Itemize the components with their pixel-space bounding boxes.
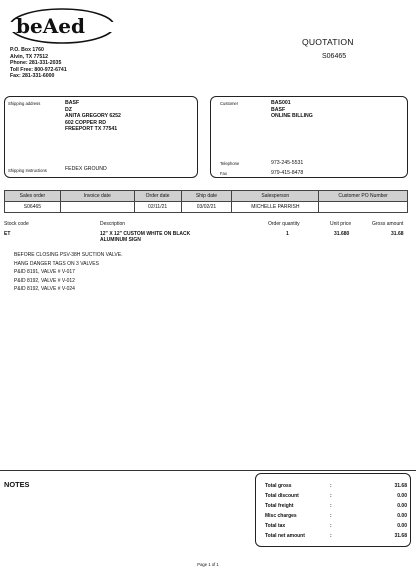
- company-address: [10, 47, 67, 80]
- document-title: QUOTATION: [302, 37, 354, 47]
- total-value: 0.00: [397, 523, 407, 529]
- note-line: P&ID 8191, VALVE # V-017: [14, 269, 75, 276]
- fax-value: 979-415-8478: [271, 170, 304, 176]
- item-unit-price: 31.680: [334, 231, 350, 237]
- item-gross-amount: 31.68: [391, 231, 404, 237]
- total-gross-row: [265, 483, 407, 493]
- document-number: S06465: [322, 53, 347, 60]
- shipping-line: FREEPORT TX 77541: [65, 126, 118, 132]
- total-label: Total tax: [265, 523, 286, 529]
- shipping-line: ANITA GREGORY 6252: [65, 113, 121, 119]
- company-address-line1: P.O. Box 1760: [10, 47, 44, 53]
- total-label: Total gross: [265, 483, 292, 489]
- col-header: Order date: [134, 191, 181, 202]
- total-colon: :: [330, 523, 332, 529]
- telephone-value: 973-245-5531: [271, 160, 304, 166]
- total-value: 0.00: [397, 493, 407, 499]
- company-phone: Phone: 281-331-2035: [10, 60, 62, 67]
- table-row: [5, 202, 408, 213]
- col-header: Sales order: [5, 191, 61, 202]
- total-value: 0.00: [397, 503, 407, 509]
- item-description-line: ALUMINUM SIGN: [100, 237, 141, 244]
- total-freight-row: [265, 503, 407, 513]
- shipping-address: [65, 100, 121, 133]
- misc-charges-row: [265, 513, 407, 523]
- total-label: Misc charges: [265, 513, 297, 519]
- order-quantity-header: Order quantity: [268, 221, 300, 227]
- logo-text: beAed: [16, 14, 85, 38]
- company-fax: Fax: 281-331-6000: [10, 73, 55, 80]
- total-discount-row: [265, 493, 407, 503]
- total-colon: :: [330, 503, 332, 509]
- customer-label: Customer: [220, 101, 239, 106]
- total-colon: :: [330, 533, 332, 539]
- shipping-line: BASF: [65, 100, 80, 106]
- total-label: Total net amount: [265, 533, 305, 539]
- notes-title: NOTES: [4, 480, 30, 489]
- company-logo: [8, 6, 116, 46]
- shipping-address-label: Shipping address: [8, 101, 41, 106]
- order-table: [4, 190, 408, 213]
- note-line: HANG DANGER TAGS ON 3 VALVES: [14, 260, 99, 267]
- col-header: Invoice date: [60, 191, 134, 202]
- total-net-amount-row: [265, 533, 407, 543]
- order-table-header: [5, 191, 408, 202]
- invoice-date-cell: [60, 202, 134, 213]
- shipping-line: 602 COPPER RD: [65, 119, 106, 126]
- customer-details: [271, 100, 313, 120]
- description-header: Description: [100, 221, 126, 227]
- gross-amount-header: Gross amount: [372, 221, 404, 227]
- customer-line: ONLINE BILLING: [271, 113, 313, 119]
- customer-line: BASF: [271, 106, 286, 113]
- col-header: Customer PO Number: [319, 191, 408, 202]
- total-value: 31.68: [394, 533, 407, 539]
- note-line: P&ID 8192, VALVE # V-012: [14, 277, 75, 284]
- fax-label: Fax: [220, 171, 227, 176]
- note-line: BEFORE CLOSING PSV-38H SUCTION VALVE.: [14, 252, 123, 258]
- total-tax-row: [265, 523, 407, 533]
- customer-po-cell: [319, 202, 408, 213]
- shipping-instructions: FEDEX GROUND: [65, 166, 107, 172]
- stock-code-header: Stock code: [4, 221, 29, 227]
- item-description-line: 12" X 12" CUSTOM WHITE ON BLACK: [100, 231, 191, 237]
- company-tollfree: Toll Free: 800-972-6741: [10, 66, 67, 73]
- sales-order-cell: S06465: [5, 202, 61, 213]
- order-date-cell: 02/11/21: [134, 202, 181, 213]
- item-notes: [14, 251, 122, 294]
- total-colon: :: [330, 513, 332, 519]
- divider: [0, 470, 416, 471]
- ship-date-cell: 03/02/21: [181, 202, 232, 213]
- total-value: 31.68: [394, 483, 407, 489]
- total-label: Total freight: [265, 503, 294, 509]
- total-colon: :: [330, 493, 332, 499]
- shipping-instructions-label: Shipping Instructions: [8, 168, 47, 173]
- page-number: Page 1 of 1: [197, 562, 219, 567]
- shipping-line: DZ: [65, 106, 72, 113]
- item-stock-code: ET: [4, 231, 11, 237]
- item-description: [100, 231, 190, 244]
- item-quantity: 1: [286, 231, 289, 237]
- unit-price-header: Unit price: [330, 221, 352, 227]
- salesperson-cell: MICHELLE PARRISH: [232, 202, 319, 213]
- col-header: Salesperson: [232, 191, 319, 202]
- col-header: Ship date: [181, 191, 232, 202]
- total-value: 0.00: [397, 513, 407, 519]
- company-address-line2: Alvin, TX 77512: [10, 53, 49, 60]
- note-line: P&ID 8192, VALVE # V-024: [14, 286, 75, 293]
- telephone-label: Telephone: [220, 161, 240, 166]
- customer-line: BAS001: [271, 100, 291, 106]
- total-colon: :: [330, 483, 332, 489]
- total-label: Total discount: [265, 493, 299, 499]
